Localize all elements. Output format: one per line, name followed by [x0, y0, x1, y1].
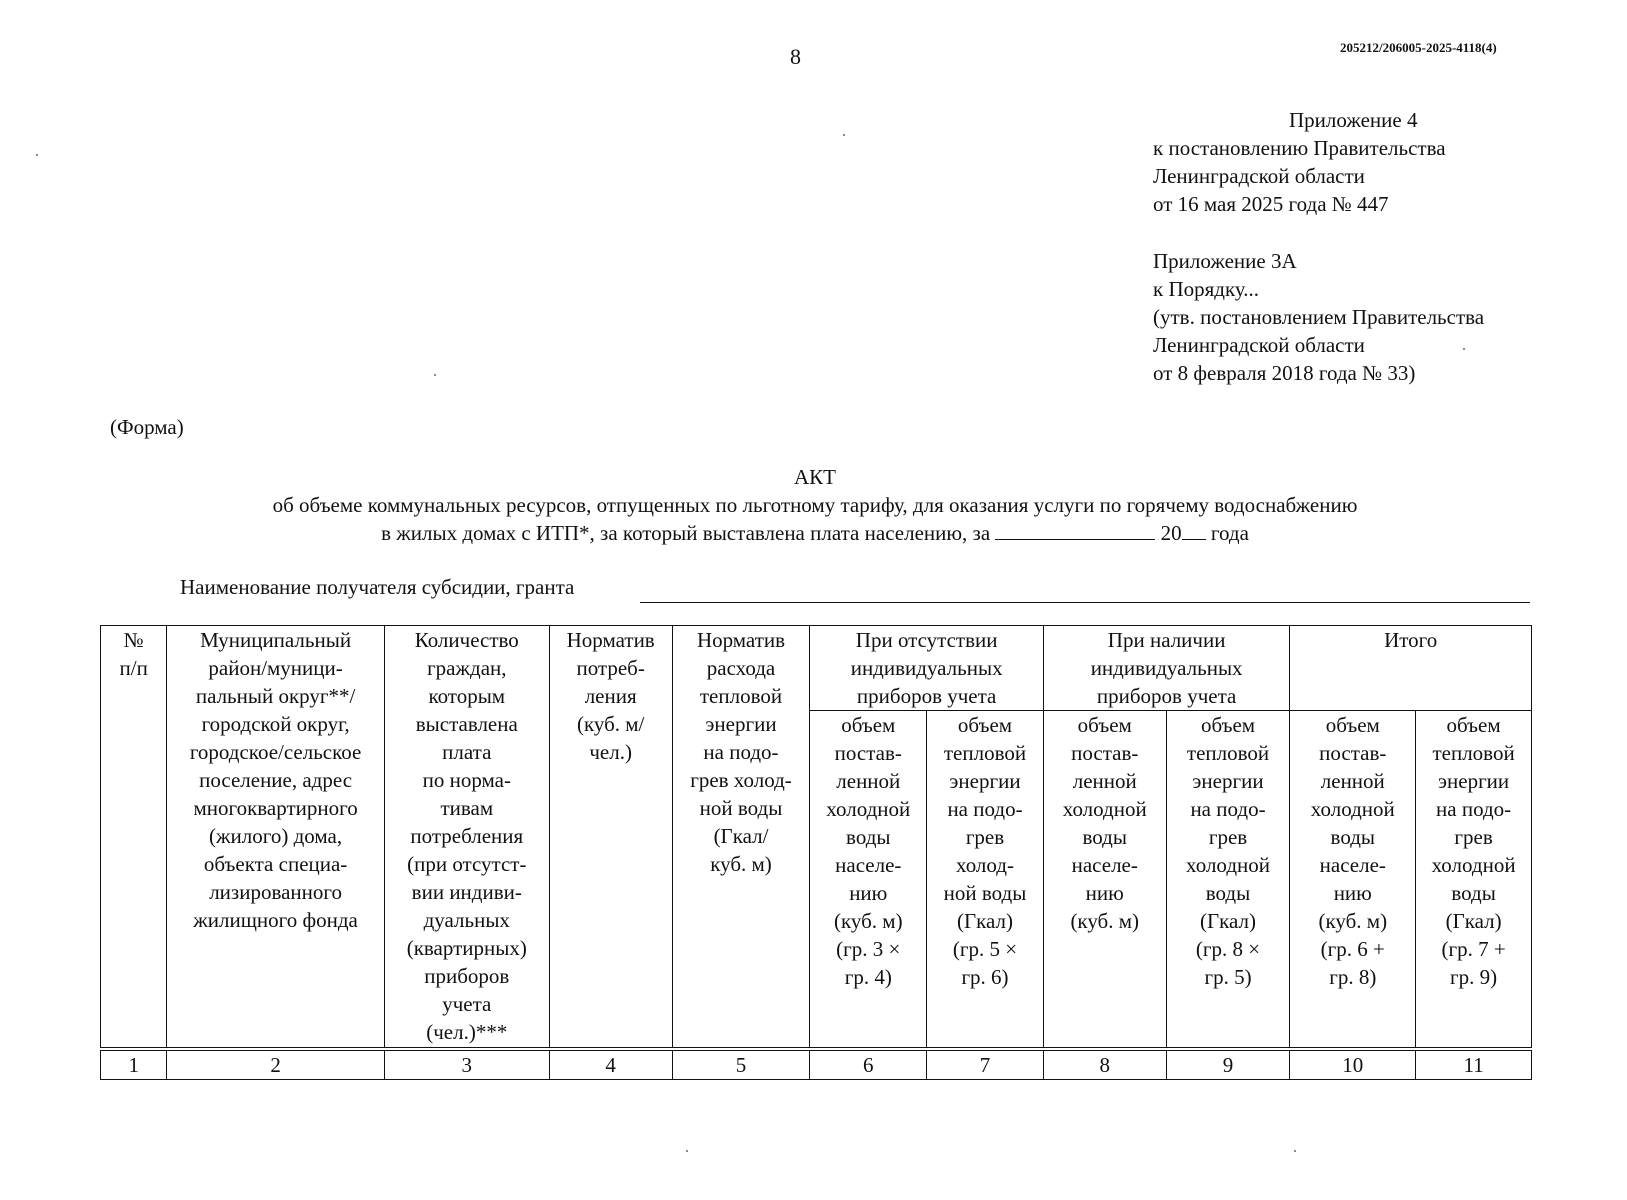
form-label: (Форма): [110, 415, 184, 439]
header-col-11: объем тепловой энергии на подо- грев холодной воды (Гкал) (гр. 7 + гр. 9): [1416, 711, 1532, 1048]
appendix-4-block: [1153, 106, 1446, 218]
appendix-3a-date: от 8 февраля 2018 года № 33): [1153, 361, 1416, 385]
column-number-row: [101, 1051, 1532, 1080]
header-group-with-meters: При наличии индивидуальных приборов учета: [1043, 626, 1290, 711]
appendix-4-date: от 16 мая 2025 года № 447: [1153, 192, 1389, 216]
header-group-total: Итого: [1290, 626, 1532, 711]
header-col-8: объем постав- ленной холодной воды населе- нию (куб. м): [1043, 711, 1166, 1048]
act-subtitle-suffix: года: [1210, 521, 1249, 545]
header-col-3: Количество граждан, которым выставлена плата по норма- тивам потребления (при отсутст- вии индиви- дуальных (квартирных) приборов учета (чел.)***: [384, 626, 549, 1048]
header-col-9: объем тепловой энергии на подо- грев холодной воды (Гкал) (гр. 8 × гр. 5): [1166, 711, 1290, 1048]
act-subtitle-line-2: [120, 519, 1510, 547]
header-col-4: Норматив потреб- ления (куб. м/ чел.): [549, 626, 672, 1048]
column-number: 11: [1416, 1051, 1532, 1080]
header-col-6: объем постав- ленной холодной воды населе- нию (куб. м) (гр. 3 × гр. 4): [810, 711, 927, 1048]
recipient-label: Наименование получателя субсидии, гранта: [180, 575, 575, 599]
appendix-4-line: Ленинградской области: [1153, 164, 1365, 188]
column-number: 5: [672, 1051, 810, 1080]
scan-speck: [434, 374, 436, 376]
column-number: 4: [549, 1051, 672, 1080]
column-number: 6: [810, 1051, 927, 1080]
year-blank-field[interactable]: [1182, 519, 1206, 540]
appendix-3a-title: Приложение 3А: [1153, 249, 1297, 273]
appendix-3a-line: к Порядку...: [1153, 277, 1260, 301]
header-col-7: объем тепловой энергии на подо- грев холод- ной воды (Гкал) (гр. 5 × гр. 6): [927, 711, 1044, 1048]
appendix-4-title: Приложение 4: [1289, 108, 1418, 132]
appendix-3a-block: [1153, 247, 1484, 387]
month-blank-field[interactable]: [995, 519, 1155, 540]
header-col-1: № п/п: [101, 626, 167, 1048]
recipient-blank-field[interactable]: [640, 602, 1530, 603]
act-heading: АКТ: [794, 465, 836, 489]
header-col-2: Муниципальный район/муници- пальный округ**/ городской округ, городское/сельское поселение, адрес многоквартирного (жилого) дома, объекта специа- лизированного жилищного фонда: [167, 626, 384, 1048]
act-title: [120, 463, 1510, 547]
act-table: [100, 625, 1532, 1080]
column-number: 3: [384, 1051, 549, 1080]
appendix-3a-line: (утв. постановлением Правительства: [1153, 305, 1485, 329]
scan-speck: [1294, 1150, 1296, 1152]
act-subtitle-prefix: в жилых домах с ИТП*, за который выставлена плата населению, за: [381, 521, 991, 545]
column-number: 2: [167, 1051, 384, 1080]
header-col-5: Норматив расхода тепловой энергии на подо- грев холод- ной воды (Гкал/ куб. м): [672, 626, 810, 1048]
header-group-no-meters: При отсутствии индивидуальных приборов учета: [810, 626, 1043, 711]
column-number: 8: [1043, 1051, 1166, 1080]
column-number: 1: [101, 1051, 167, 1080]
scan-speck: [1463, 348, 1465, 350]
scan-speck: [686, 1150, 688, 1152]
header-col-10: объем постав- ленной холодной воды населе- нию (куб. м) (гр. 6 + гр. 8): [1290, 711, 1416, 1048]
page-number: 8: [790, 44, 801, 69]
column-number: 9: [1166, 1051, 1290, 1080]
column-number: 10: [1290, 1051, 1416, 1080]
document-code: 205212/206005-2025-4118(4): [1340, 40, 1497, 55]
column-number: 7: [927, 1051, 1044, 1080]
scan-speck: [36, 154, 38, 156]
appendix-3a-line: Ленинградской области: [1153, 333, 1365, 357]
act-subtitle-line-1: об объеме коммунальных ресурсов, отпущенных по льготному тарифу, для оказания услуги по горячему водоснабжению: [272, 493, 1358, 517]
appendix-4-line: к постановлению Правительства: [1153, 136, 1446, 160]
year-prefix: 20: [1160, 521, 1182, 545]
scan-speck: [843, 134, 845, 136]
